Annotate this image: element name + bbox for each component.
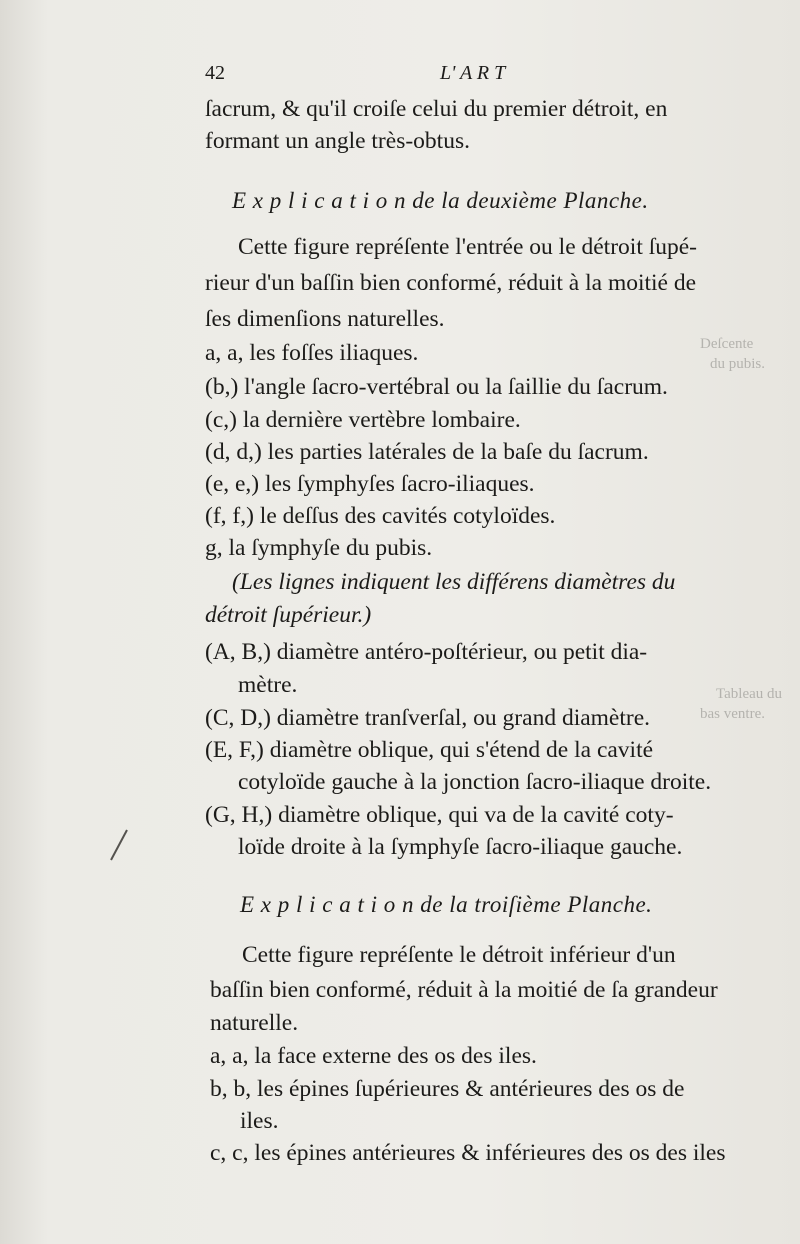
text-line: mètre.	[238, 672, 298, 698]
legend-item: (E, F,) diamètre oblique, qui s'étend de la cavité	[205, 737, 654, 763]
legend-item: (C, D,) diamètre tranſverſal, ou grand diamètre.	[205, 705, 651, 731]
text-line	[205, 94, 795, 124]
legend-item: (G, H,) diamètre oblique, qui va de la cavité coty-	[205, 802, 674, 828]
text-line: baſſin bien conformé, réduit à la moitié de ſa grandeur	[210, 977, 718, 1003]
running-title: L' A R T	[440, 62, 506, 84]
legend-item: a, a, la face externe des os des iles.	[210, 1043, 537, 1069]
legend-item: (f, f,) le deſſus des cavités cotyloïdes.	[205, 503, 556, 529]
section-title	[232, 186, 649, 216]
text-line: naturelle.	[210, 1010, 299, 1036]
legend-item: a, a, les foſſes iliaques.	[205, 340, 419, 366]
section-title-rest: de la deuxième Planche.	[412, 188, 649, 213]
legend-item: g, la ſymphyſe du pubis.	[205, 535, 433, 561]
pen-mark	[110, 830, 128, 861]
text-line: détroit ſupérieur.)	[205, 602, 372, 628]
legend-item: (d, d,) les parties latérales de la baſe du ſacrum.	[205, 439, 649, 465]
legend-item: (e, e,) les ſymphyſes ſacro-iliaques.	[205, 471, 535, 497]
text-line: rieur d'un baſſin bien conformé, réduit à la moitié de	[205, 270, 697, 296]
page-number: 42	[205, 62, 225, 84]
text-line: Cette figure repréſente l'entrée ou le détroit ſupé-	[238, 234, 698, 260]
bleed-through-text: Deſcente	[700, 336, 754, 352]
legend-item: c, c, les épines antérieures & inférieures des os des iles	[210, 1140, 726, 1166]
section-title-caps: E x p l i c a t i o n	[240, 892, 415, 917]
text-line: loïde droite à la ſymphyſe ſacro-iliaque gauche.	[238, 834, 683, 860]
legend-item: (A, B,) diamètre antéro-poſtérieur, ou petit dia-	[205, 639, 648, 665]
text-line: ſes dimenſions naturelles.	[205, 306, 445, 332]
text-line: iles.	[240, 1108, 279, 1134]
text-line: cotyloïde gauche à la jonction ſacro-iliaque droite.	[238, 769, 712, 795]
text-line: formant un angle très-obtus.	[205, 128, 470, 154]
bleed-through-text: Tableau du	[716, 686, 783, 702]
text-line: (Les lignes indiquent les différens diamètres du	[232, 569, 676, 595]
text-line: Cette figure repréſente le détroit inférieur d'un	[242, 942, 676, 968]
section-title	[240, 890, 652, 920]
bleed-through-text: du pubis.	[710, 356, 766, 372]
legend-item: (c,) la dernière vertèbre lombaire.	[205, 407, 521, 433]
section-title-caps: E x p l i c a t i o n	[232, 188, 407, 213]
legend-item: (b,) l'angle ſacro-vertébral ou la ſaillie du ſacrum.	[205, 374, 668, 400]
section-title-rest: de la troiſième Planche.	[420, 892, 653, 917]
text-content: ſacrum, & qu'il croiſe celui du premier détroit, en	[205, 96, 668, 122]
bleed-through-text: bas ventre.	[700, 706, 765, 722]
legend-item: b, b, les épines ſupérieures & antérieures des os de	[210, 1076, 685, 1102]
